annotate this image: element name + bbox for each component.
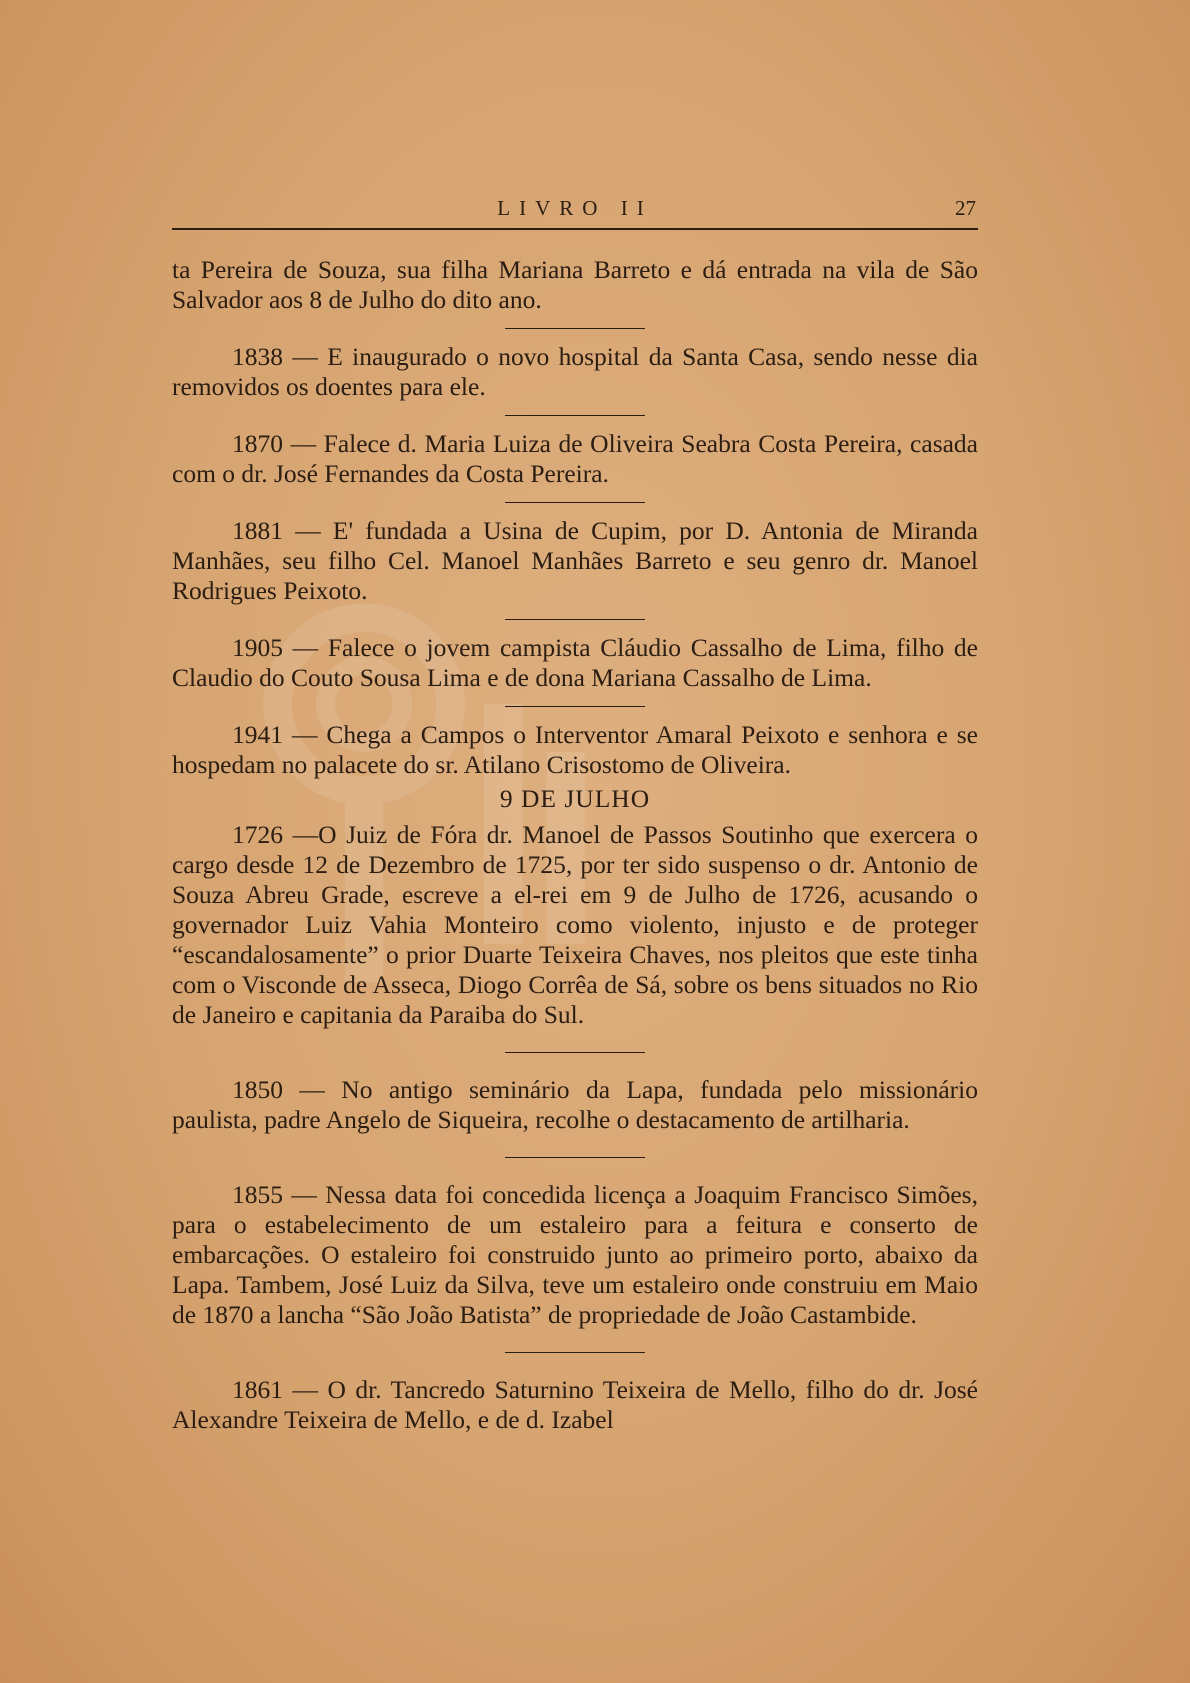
page-header xyxy=(172,196,978,230)
separator-rule xyxy=(505,328,645,329)
entry-1905: 1905 — Falece o jovem campista Cláudio Cassalho de Lima, filho de Claudio do Couto Sousa Lima e de dona Mariana Cassalho de Lima. xyxy=(172,633,978,692)
entry-1881: 1881 — E' fundada a Usina de Cupim, por D. Antonia de Miranda Manhães, seu filho Cel. Manoel Manhães Barreto e seu genro dr. Manoel Rodrigues Peixoto. xyxy=(172,516,978,605)
entry-1850: 1850 — No antigo seminário da Lapa, fundada pelo missionário paulista, padre Angelo de Siqueira, recolhe o destacamento de artilharia. xyxy=(172,1075,978,1134)
separator-rule xyxy=(505,415,645,416)
separator-rule xyxy=(505,706,645,707)
entry-1838: 1838 — E inaugurado o novo hospital da Santa Casa, sendo nesse dia removidos os doentes para ele. xyxy=(172,342,978,401)
entry-1941: 1941 — Chega a Campos o Interventor Amaral Peixoto e senhora e se hospedam no palacete do sr. Atilano Crisostomo de Oliveira. xyxy=(172,720,978,779)
entry-1855: 1855 — Nessa data foi concedida licença a Joaquim Francisco Simões, para o estabelecimento de um estaleiro para a feitura e conserto de embarcações. O estaleiro foi construido junto ao primeiro porto, abaixo da Lapa. Tambem, José Luiz da Silva, teve um estaleiro onde construiu em Maio de 1870 a lancha “São João Batista” de propriedade de João Castambide. xyxy=(172,1180,978,1329)
separator-rule xyxy=(505,502,645,503)
entry-continuation: ta Pereira de Souza, sua filha Mariana Barreto e dá entrada na vila de São Salvador aos 8 de Julho do dito ano. xyxy=(172,255,978,314)
separator-rule xyxy=(505,619,645,620)
page-number: 27 xyxy=(955,196,976,220)
page-body xyxy=(172,255,978,1435)
separator-rule xyxy=(505,1157,645,1158)
separator-rule xyxy=(505,1352,645,1353)
running-title: LIVRO II xyxy=(497,196,653,220)
entry-1726: 1726 —O Juiz de Fóra dr. Manoel de Passos Soutinho que exercera o cargo desde 12 de Dezembro de 1725, por ter sido suspenso o dr. Antonio de Souza Abreu Grade, escreve a el-rei em 9 de Julho de 1726, acusando o governador Luiz Vahia Monteiro como violento, injusto e de proteger “escandalosamente” o prior Duarte Teixeira Chaves, nos pleitos que este tinha com o Visconde de Asseca, Diogo Corrêa de Sá, sobre os bens situados no Rio de Janeiro e capitania da Paraiba do Sul. xyxy=(172,820,978,1029)
entry-1870: 1870 — Falece d. Maria Luiza de Oliveira Seabra Costa Pereira, casada com o dr. José Fernandes da Costa Pereira. xyxy=(172,429,978,488)
entry-1861: 1861 — O dr. Tancredo Saturnino Teixeira de Mello, filho do dr. José Alexandre Teixeira de Mello, e de d. Izabel xyxy=(172,1375,978,1434)
section-heading: 9 DE JULHO xyxy=(499,784,651,813)
separator-rule xyxy=(505,1052,645,1053)
